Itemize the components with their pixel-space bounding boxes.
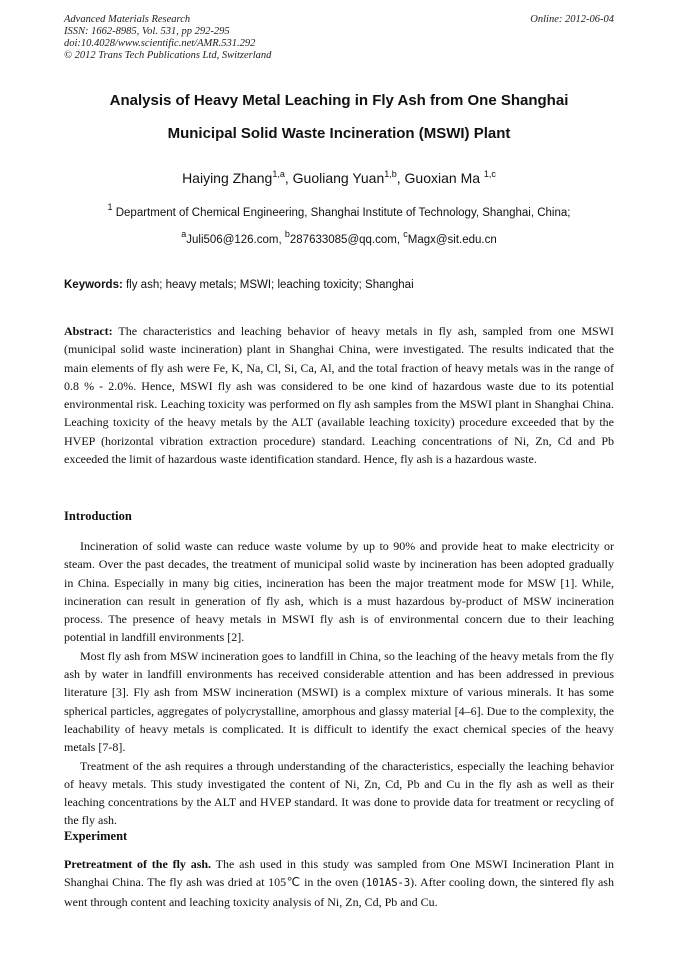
keywords — [64, 279, 614, 291]
keywords-label: Keywords: — [64, 279, 123, 291]
author-emails — [0, 229, 678, 246]
paragraph: Incineration of solid waste can reduce waste volume by up to 90% and provide heat to make electricity or steam. Over the past decades, the treatment of municipal solid waste by incineration has been adopted gradually in China. Especially in many big cities, incineration has been the major treatment mode for MSW [1]. While, incineration can result in generation of fly ash, which is a must hazardous by-product of MSW incineration process. The presence of heavy metals in MSWI fly ash is of environmental concern due to their leaching potential in landfill environments [2]. — [64, 539, 614, 645]
pretreatment-text-cont: ). After cooling down, the sintered fly ash went through content and leaching toxicity analysis of Ni, Zn, Cd, Pb and Cu. — [64, 875, 614, 909]
keywords-text: fly ash; heavy metals; MSWI; leaching toxicity; Shanghai — [122, 279, 414, 291]
email-mark-a: a — [181, 229, 187, 239]
author-affiliation-mark: 1,a — [272, 169, 285, 179]
affiliation-text: Department of Chemical Engineering, Shanghai Institute of Technology, Shanghai, China; — [112, 207, 571, 219]
affiliation-number: 1 — [107, 202, 113, 212]
copyright-line: © 2012 Trans Tech Publications Ltd, Switzerland — [64, 50, 272, 61]
author-separator: , — [284, 170, 293, 186]
pretreatment-text: The ash used in this study was sampled from One MSWI Incineration Plant in Shanghai China. The fly ash was dried at 105℃ in the oven ( — [64, 857, 614, 890]
author-name: Guoliang Yuan — [292, 170, 385, 186]
pretreatment-paragraph — [64, 855, 614, 911]
email-mark-c: c — [403, 229, 408, 239]
paper-title-line-2: Municipal Solid Waste Incineration (MSWI) Plant — [167, 125, 511, 142]
oven-model: 101AS-3 — [365, 877, 411, 890]
author-affiliation-mark: 1,b — [384, 169, 397, 179]
online-date: Online: 2012-06-04 — [530, 14, 614, 25]
affiliation — [0, 202, 678, 219]
introduction-heading: Introduction — [64, 509, 132, 523]
introduction-body — [64, 537, 614, 830]
abstract-text: The characteristics and leaching behavior of heavy metals in fly ash, sampled from one MSWI (municipal solid waste incineration) plant in Shanghai China, were investigated. The results indicated that the main elements of fly ash were Fe, K, Na, Cl, Si, Ca, Al, and the total fraction of heavy metals was in the range of 0.8 % - 2.0%. Hence, MSWI fly ash was considered to be one kind of hazardous waste due to its potential environmental risk. Leaching toxicity was performed on fly ash samples from the MSWI plant in Shanghai China. Leaching toxicity of the heavy metals by the ALT (available leaching toxicity) procedure exceeded that by the HVEP (horizontal vibration extraction procedure) standard. Leaching concentrations of Ni, Zn, Cd and Pb exceeded the limit of hazardous waste identification standard. Hence, fly ash is a hazardous waste. — [64, 324, 614, 467]
author-list — [0, 170, 678, 186]
author-name: Guoxian Ma — [404, 170, 484, 186]
email-mark-b: b — [284, 229, 290, 239]
abstract — [64, 322, 614, 468]
email-a: Juli506@126.com, — [186, 234, 285, 246]
email-b: 287633085@qq.com, — [289, 234, 404, 246]
journal-header — [64, 14, 614, 62]
paragraph: Treatment of the ash requires a through understanding of the characteristics, especially the leaching behavior of heavy metals. This study investigated the content of Ni, Zn, Cd, Pb and Cu in the fly ash as well as their leaching concentrations by the ALT and HVEP standard. It was done to provide data for treatment or recycling of the fly ash. — [64, 758, 614, 828]
paragraph: Most fly ash from MSW incineration goes to landfill in China, so the leaching of the heavy metals from the fly ash by water in landfill environments has received considerable attention and has been addressed in previous literature [3]. Fly ash from MSW incineration (MSWI) is a complex mixture of various minerals. It has some spherical particles, aggregates of polycrystalline, amorphous and glassy material [4–6]. Due to the complexity, the leachability of heavy metals is complicated. It is difficult to identify the exact chemical species of the heavy metals [7-8]. — [64, 648, 614, 755]
author-name: Haiying Zhang — [182, 170, 273, 186]
paper-title-line-1: Analysis of Heavy Metal Leaching in Fly Ash from One Shanghai — [109, 92, 569, 109]
author-affiliation-mark: 1,c — [483, 169, 496, 179]
journal-name: Advanced Materials Research — [64, 14, 191, 25]
doi-line: doi:10.4028/www.scientific.net/AMR.531.292 — [64, 38, 256, 49]
author-separator: , — [396, 170, 405, 186]
experiment-heading: Experiment — [64, 829, 128, 843]
pretreatment-label: Pretreatment of the fly ash. — [64, 857, 212, 871]
email-c: Magx@sit.edu.cn — [407, 234, 497, 246]
issn-line: ISSN: 1662-8985, Vol. 531, pp 292-295 — [64, 26, 230, 37]
abstract-label: Abstract: — [64, 324, 113, 338]
